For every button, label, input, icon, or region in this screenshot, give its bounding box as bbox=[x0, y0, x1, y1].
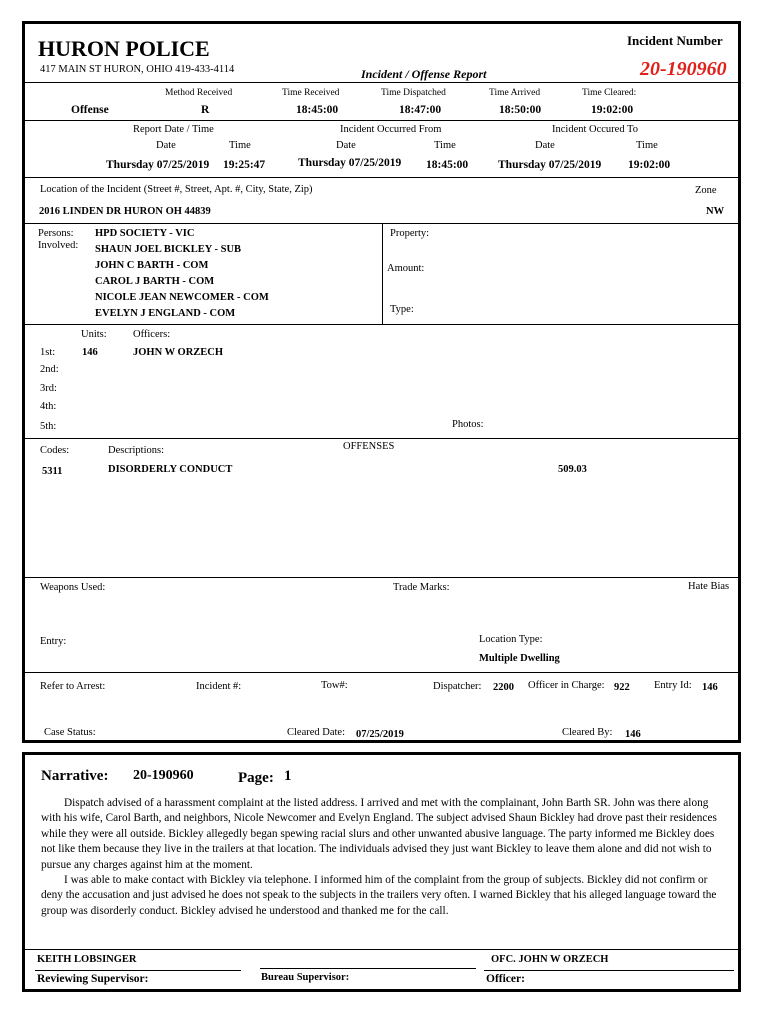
method-received-value: R bbox=[201, 104, 210, 116]
person-entry: NICOLE JEAN NEWCOMER - COM bbox=[95, 292, 269, 303]
report-type: Incident / Offense Report bbox=[361, 67, 487, 81]
to-date-label: Date bbox=[535, 140, 555, 151]
involved-label: Involved: bbox=[38, 240, 79, 251]
narrative-page-number: 1 bbox=[284, 768, 292, 784]
from-time-value: 18:45:00 bbox=[426, 159, 469, 171]
from-date-value: Thursday 07/25/2019 bbox=[298, 157, 402, 169]
narrative-text bbox=[41, 796, 731, 919]
entry-label: Entry: bbox=[40, 636, 67, 647]
occurred-from-label: Incident Occurred From bbox=[340, 124, 442, 135]
time-dispatched-value: 18:47:00 bbox=[399, 104, 442, 116]
location-type-label: Location Type: bbox=[479, 634, 543, 645]
divider bbox=[24, 438, 739, 439]
signature-line bbox=[35, 970, 241, 971]
officers-label: Officers: bbox=[133, 329, 171, 340]
unit-ordinal: 2nd: bbox=[40, 364, 59, 375]
dispatcher-value: 2200 bbox=[493, 682, 514, 693]
time-cleared-label: Time Cleared: bbox=[582, 88, 637, 98]
bureau-supervisor-label: Bureau Supervisor: bbox=[261, 972, 350, 983]
reviewing-supervisor-label: Reviewing Supervisor: bbox=[37, 973, 149, 985]
cleared-date-value: 07/25/2019 bbox=[356, 729, 404, 740]
entry-id-value: 146 bbox=[702, 682, 718, 693]
report-date-label: Date bbox=[156, 140, 176, 151]
dispatcher-label: Dispatcher: bbox=[433, 681, 482, 692]
divider bbox=[24, 177, 739, 178]
narrative-paragraph: Dispatch advised of a harassment complaint at the listed address. I arrived and met with the complainant, John Barth SR. John was there along with his wife, Carol Barth, and neighbors, Nicole Newcomer and Evelyn England. The subject advised Shaun Bickley had drove past their residences while they were all outside. Bickley allegedly began spewing racial slurs and other unwanted abusive language. The party informed me Bickley does not like them because they live in the trailers at that location. The individuals advised they just want Bickley to leave them alone and did not wish to pursue any charges against him at the moment. bbox=[41, 797, 717, 871]
time-received-label: Time Received bbox=[282, 88, 340, 98]
persons-label: Persons: bbox=[38, 228, 74, 239]
to-date-value: Thursday 07/25/2019 bbox=[498, 159, 602, 171]
divider bbox=[24, 324, 739, 325]
person-entry: HPD SOCIETY - VIC bbox=[95, 228, 195, 239]
incident-number: 20-190960 bbox=[640, 58, 727, 80]
amount-label: Amount: bbox=[387, 263, 425, 274]
unit-number: 146 bbox=[82, 347, 98, 358]
cleared-by-value: 146 bbox=[625, 729, 641, 740]
time-arrived-label: Time Arrived bbox=[489, 88, 541, 98]
person-entry: JOHN C BARTH - COM bbox=[95, 260, 209, 271]
divider bbox=[382, 223, 383, 324]
person-entry: CAROL J BARTH - COM bbox=[95, 276, 215, 287]
from-date-label: Date bbox=[336, 140, 356, 151]
signature-line bbox=[260, 968, 476, 969]
photos-label: Photos: bbox=[452, 419, 484, 430]
case-status-label: Case Status: bbox=[44, 727, 96, 738]
agency-address: 417 MAIN ST HURON, OHIO 419-433-4114 bbox=[40, 64, 235, 75]
to-time-value: 19:02:00 bbox=[628, 159, 671, 171]
narrative-number: 20-190960 bbox=[133, 768, 194, 783]
entry-id-label: Entry Id: bbox=[654, 680, 692, 691]
officer-label: Officer: bbox=[486, 973, 525, 985]
location-value: 2016 LINDEN DR HURON OH 44839 bbox=[39, 206, 211, 217]
narrative-label: Narrative: bbox=[41, 768, 109, 784]
narrative-paragraph: I was able to make contact with Bickley via telephone. I informed him of the complaint from the group of subjects. Bickley did not confirm or deny the accusation and just advised he does not speak to the subjects in the trailers very often. I warned Bickley that his alleged language toward the group was disorderly conduct. Bickley advised he understood and thanked me for the call. bbox=[41, 874, 717, 917]
time-received-value: 18:45:00 bbox=[296, 104, 339, 116]
divider bbox=[24, 672, 739, 673]
unit-ordinal: 1st: bbox=[40, 347, 56, 358]
trade-marks-label: Trade Marks: bbox=[393, 582, 450, 593]
location-label: Location of the Incident (Street #, Street, Apt. #, City, State, Zip) bbox=[40, 184, 313, 195]
codes-label: Codes: bbox=[40, 445, 70, 456]
zone-label: Zone bbox=[695, 185, 717, 196]
narrative-page-label: Page: bbox=[238, 770, 274, 786]
units-label: Units: bbox=[81, 329, 107, 340]
zone-value: NW bbox=[706, 206, 725, 217]
time-dispatched-label: Time Dispatched bbox=[381, 88, 446, 98]
reviewing-supervisor-name: KEITH LOBSINGER bbox=[37, 954, 137, 965]
descriptions-label: Descriptions: bbox=[108, 445, 164, 456]
offense-description: DISORDERLY CONDUCT bbox=[108, 464, 233, 475]
report-date-time-label: Report Date / Time bbox=[133, 124, 214, 135]
time-cleared-value: 19:02:00 bbox=[591, 104, 634, 116]
property-label: Property: bbox=[390, 228, 430, 239]
report-date-value: Thursday 07/25/2019 bbox=[106, 159, 210, 171]
location-type-value: Multiple Dwelling bbox=[479, 653, 560, 664]
person-entry: SHAUN JOEL BICKLEY - SUB bbox=[95, 244, 242, 255]
refer-to-arrest-label: Refer to Arrest: bbox=[40, 681, 106, 692]
divider bbox=[24, 120, 739, 121]
cleared-by-label: Cleared By: bbox=[562, 727, 613, 738]
time-arrived-value: 18:50:00 bbox=[499, 104, 542, 116]
unit-ordinal: 4th: bbox=[40, 401, 57, 412]
divider bbox=[24, 577, 739, 578]
agency-title: HURON POLICE bbox=[38, 36, 210, 61]
divider bbox=[24, 949, 739, 950]
offenses-heading: OFFENSES bbox=[343, 441, 395, 452]
unit-ordinal: 3rd: bbox=[40, 383, 57, 394]
officer-in-charge-label: Officer in Charge: bbox=[528, 680, 605, 691]
offense-label: Offense bbox=[71, 104, 109, 116]
tow-label: Tow#: bbox=[321, 680, 348, 691]
incident-number-label: Incident Number bbox=[627, 33, 723, 48]
method-received-label: Method Received bbox=[165, 88, 233, 98]
officer-in-charge-value: 922 bbox=[614, 682, 630, 693]
to-time-label: Time bbox=[636, 140, 658, 151]
signature-line bbox=[484, 970, 734, 971]
report-time-value: 19:25:47 bbox=[223, 159, 266, 171]
from-time-label: Time bbox=[434, 140, 456, 151]
officer-name: OFC. JOHN W ORZECH bbox=[491, 954, 609, 965]
person-entry: EVELYN J ENGLAND - COM bbox=[95, 308, 236, 319]
unit-officer: JOHN W ORZECH bbox=[133, 347, 224, 358]
offense-statute: 509.03 bbox=[558, 464, 587, 475]
occurred-to-label: Incident Occured To bbox=[552, 124, 638, 135]
hate-bias-label: Hate Bias bbox=[688, 581, 730, 592]
report-time-label: Time bbox=[229, 140, 251, 151]
offense-code: 5311 bbox=[42, 466, 63, 477]
weapons-used-label: Weapons Used: bbox=[40, 582, 106, 593]
cleared-date-label: Cleared Date: bbox=[287, 727, 346, 738]
unit-ordinal: 5th: bbox=[40, 421, 57, 432]
type-label: Type: bbox=[390, 304, 414, 315]
divider bbox=[24, 82, 739, 83]
incident-num-label: Incident #: bbox=[196, 681, 242, 692]
